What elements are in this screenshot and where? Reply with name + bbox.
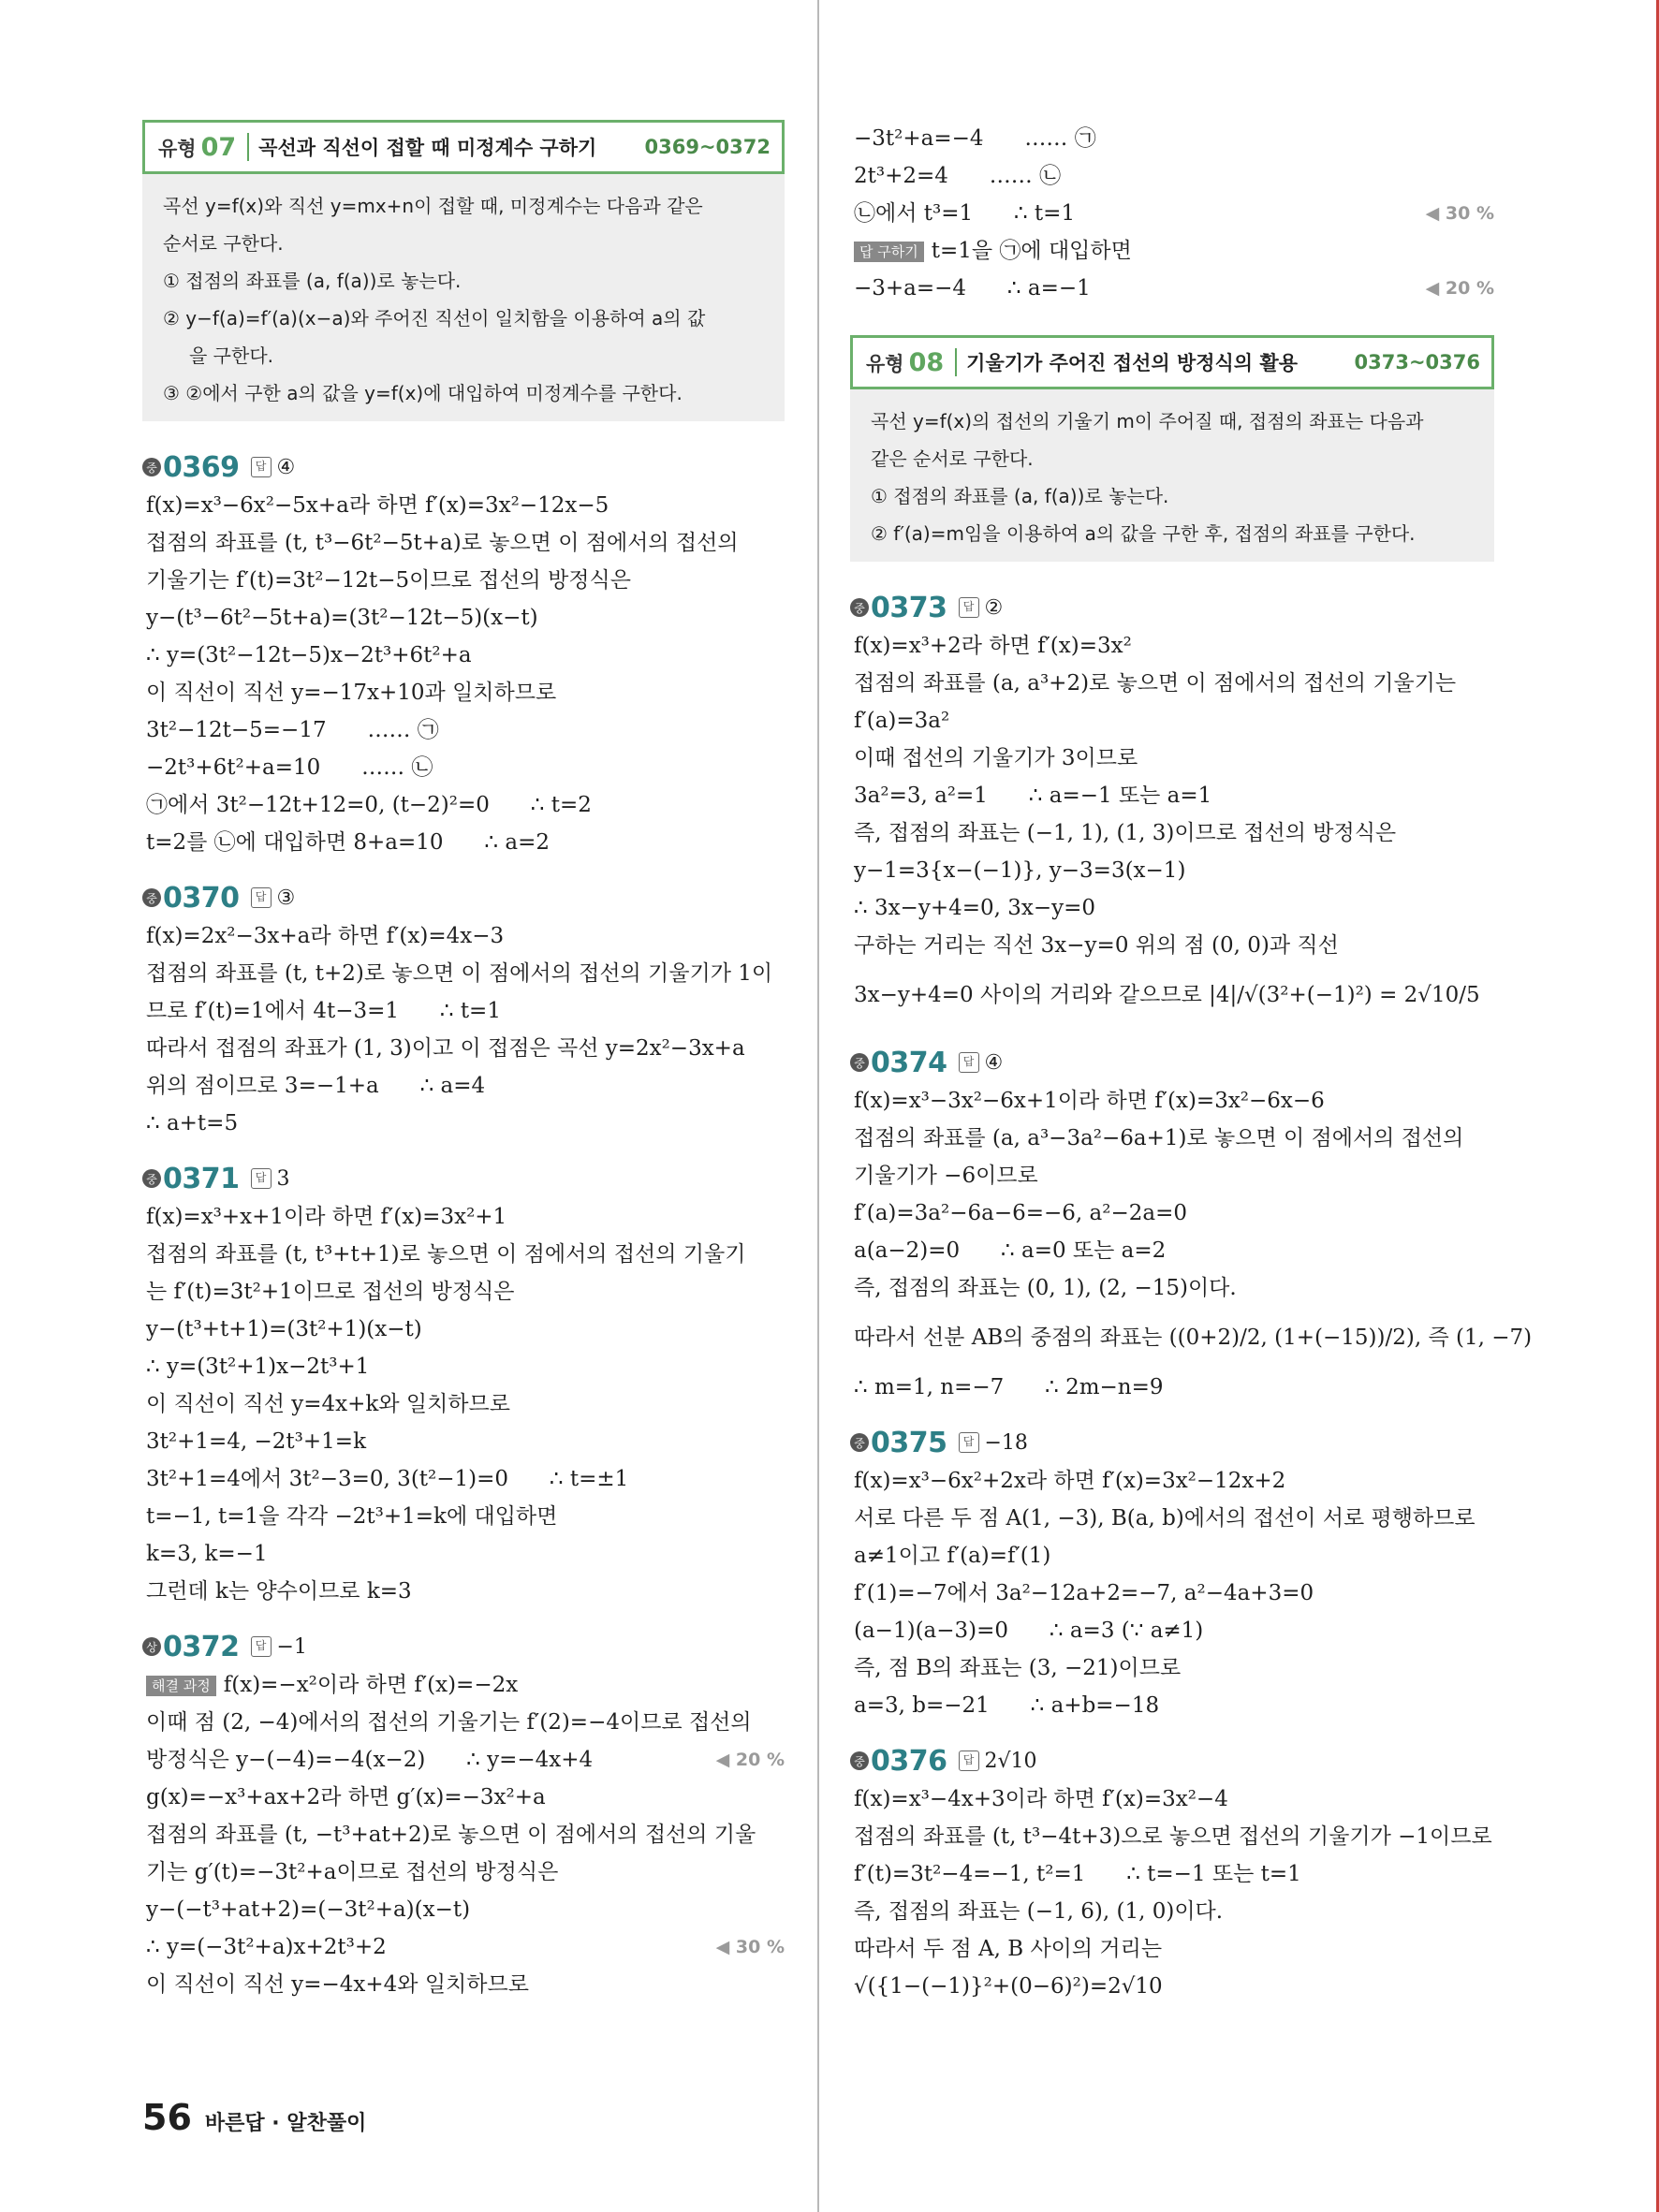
solution-line bbox=[850, 1369, 1494, 1406]
solution-line bbox=[850, 120, 1494, 157]
solution-text: 방정식은 y−(−4)=−4(x−2) ∴ y=−4x+4 bbox=[146, 1748, 594, 1772]
solution-line bbox=[142, 1816, 785, 1853]
solution-text: 접점의 좌표를 (a, a³+2)로 놓으면 이 점에서의 접선의 기울기는 bbox=[854, 671, 1457, 696]
answer-icon: 답 bbox=[959, 597, 979, 618]
problem-header bbox=[142, 878, 785, 917]
type-07-header bbox=[142, 120, 785, 174]
type-range: 0369~0372 bbox=[644, 136, 771, 158]
solution-text: −2t³+6t²+a=10 …… ㉡ bbox=[146, 755, 433, 780]
summary-line: ① 접점의 좌표를 (a, f(a))로 놓는다. bbox=[163, 270, 462, 292]
solution-line bbox=[850, 1930, 1494, 1968]
solution-line bbox=[142, 1460, 785, 1498]
solution-line bbox=[850, 1082, 1494, 1120]
solution-line bbox=[142, 992, 785, 1030]
solution-text: 즉, 접점의 좌표는 (−1, 6), (1, 0)이다. bbox=[854, 1899, 1224, 1924]
solution-text: t=2를 ㉡에 대입하면 8+a=10 ∴ a=2 bbox=[146, 830, 550, 855]
solution-line bbox=[850, 1537, 1494, 1575]
difficulty-badge: 중 bbox=[850, 1053, 869, 1072]
problem-number: 0375 bbox=[871, 1426, 947, 1459]
solution-line bbox=[850, 964, 1494, 1026]
answer-value: ② bbox=[984, 595, 1004, 620]
problem-header bbox=[142, 1627, 785, 1666]
solution-text: t=1을 ㉠에 대입하면 bbox=[931, 239, 1132, 263]
solution-line bbox=[142, 487, 785, 524]
problem-number: 0371 bbox=[163, 1162, 240, 1195]
solution-line bbox=[142, 1348, 785, 1385]
difficulty-badge: 중 bbox=[850, 1433, 869, 1452]
type-label: 유형 bbox=[866, 352, 904, 375]
solution-line bbox=[850, 702, 1494, 740]
solution-line bbox=[850, 1612, 1494, 1649]
solution-text: y−1=3{x−(−1)}, y−3=3(x−1) bbox=[854, 858, 1186, 883]
solution-text: f′(t)=3t²−4=−1, t²=1 ∴ t=−1 또는 t=1 bbox=[854, 1862, 1301, 1886]
answer-value: ③ bbox=[276, 886, 296, 910]
solution-text: f(x)=2x²−3x+a라 하면 f′(x)=4x−3 bbox=[146, 924, 505, 948]
solution-line bbox=[142, 1891, 785, 1928]
difficulty-badge: 중 bbox=[850, 598, 869, 617]
type-number: 07 bbox=[200, 132, 237, 162]
score-percent: ◀ 20 % bbox=[1425, 278, 1494, 299]
solution-line bbox=[142, 1741, 785, 1779]
solution-text: f(x)=−x²이라 하면 f′(x)=−2x bbox=[223, 1673, 519, 1697]
solution-text: a(a−2)=0 ∴ a=0 또는 a=2 bbox=[854, 1238, 1167, 1263]
type-08-header bbox=[850, 335, 1494, 389]
solution-text: 는 f′(t)=3t²+1이므로 접선의 방정식은 bbox=[146, 1280, 515, 1304]
solution-text: f(x)=x³+x+1이라 하면 f′(x)=3x²+1 bbox=[146, 1205, 507, 1229]
difficulty-badge: 중 bbox=[142, 888, 161, 907]
solution-line bbox=[850, 1855, 1494, 1893]
solution-text: 즉, 점 B의 좌표는 (3, −21)이므로 bbox=[854, 1656, 1182, 1680]
solution-line bbox=[142, 1928, 785, 1966]
solution-line bbox=[142, 1198, 785, 1236]
solution-text: g(x)=−x³+ax+2라 하면 g′(x)=−3x²+a bbox=[146, 1785, 546, 1809]
solution-line bbox=[850, 1575, 1494, 1612]
solution-text: 기는 g′(t)=−3t²+a이므로 접선의 방정식은 bbox=[146, 1860, 559, 1884]
solution-line bbox=[850, 889, 1494, 927]
type-08-summary bbox=[850, 389, 1494, 562]
solution-line bbox=[850, 195, 1494, 232]
solution-line bbox=[850, 927, 1494, 964]
type-title: 곡선과 직선이 접할 때 미정계수 구하기 bbox=[258, 137, 597, 159]
solution-text: a≠1이고 f′(a)=f′(1) bbox=[854, 1544, 1051, 1568]
answer-value: 3 bbox=[276, 1166, 290, 1191]
score-percent: ◀ 20 % bbox=[715, 1750, 785, 1770]
type-number: 08 bbox=[908, 347, 945, 377]
solution-text: 이때 접선의 기울기가 3이므로 bbox=[854, 746, 1138, 770]
solution-line bbox=[142, 674, 785, 711]
solution-text: 접점의 좌표를 (t, t³−4t+3)으로 놓으면 접선의 기울기가 −1이므로 bbox=[854, 1824, 1492, 1849]
solution-text: 즉, 접점의 좌표는 (−1, 1), (1, 3)이므로 접선의 방정식은 bbox=[854, 821, 1397, 845]
right-column bbox=[850, 120, 1533, 2005]
solution-text: ∴ y=(3t²−12t−5)x−2t³+6t²+a bbox=[146, 643, 472, 667]
solution-line bbox=[142, 1535, 785, 1573]
solution-text: a=3, b=−21 ∴ a+b=−18 bbox=[854, 1693, 1160, 1718]
solution-line bbox=[142, 711, 785, 749]
solution-line bbox=[850, 852, 1494, 889]
answer-value: ④ bbox=[984, 1050, 1004, 1075]
solution-text: 접점의 좌표를 (t, t³+t+1)로 놓으면 이 점에서의 접선의 기울기 bbox=[146, 1242, 746, 1267]
answer-icon: 답 bbox=[959, 1751, 979, 1771]
solution-line bbox=[142, 599, 785, 637]
difficulty-badge: 중 bbox=[142, 458, 161, 476]
solution-text: (a−1)(a−3)=0 ∴ a=3 (∵ a≠1) bbox=[854, 1619, 1204, 1643]
right-problems bbox=[850, 588, 1533, 2005]
problem-header bbox=[850, 1043, 1494, 1082]
solution-text: k=3, k=−1 bbox=[146, 1542, 268, 1566]
solution-line bbox=[142, 1273, 785, 1311]
type-07-summary bbox=[142, 174, 785, 421]
page-number: 56 bbox=[142, 2097, 192, 2138]
problem-number: 0372 bbox=[163, 1630, 240, 1663]
answer-icon: 답 bbox=[251, 887, 272, 908]
solution-line bbox=[142, 1704, 785, 1741]
solution-text: f(x)=x³−3x²−6x+1이라 하면 f′(x)=3x²−6x−6 bbox=[854, 1089, 1325, 1113]
problem-block bbox=[142, 447, 785, 861]
solution-line bbox=[850, 814, 1494, 852]
solution-line bbox=[850, 1780, 1494, 1818]
step-tag: 답 구하기 bbox=[854, 242, 924, 262]
solution-text: y−(t³−6t²−5t+a)=(3t²−12t−5)(x−t) bbox=[146, 606, 538, 630]
type-separator bbox=[955, 348, 957, 376]
answer-icon: 답 bbox=[251, 457, 272, 477]
solution-text: 접점의 좌표를 (t, t+2)로 놓으면 이 점에서의 접선의 기울기가 1이 bbox=[146, 961, 773, 986]
solution-text: 접점의 좌표를 (a, a³−3a²−6a+1)로 놓으면 이 점에서의 접선의 bbox=[854, 1126, 1464, 1150]
problem-block bbox=[850, 588, 1494, 1026]
solution-text: f′(1)=−7에서 3a²−12a+2=−7, a²−4a+3=0 bbox=[854, 1581, 1314, 1605]
solution-text: y−(t³+t+1)=(3t²+1)(x−t) bbox=[146, 1317, 422, 1341]
solution-text: f(x)=x³−6x²−5x+a라 하면 f′(x)=3x²−12x−5 bbox=[146, 493, 609, 518]
answer-value: −1 bbox=[276, 1634, 307, 1659]
solution-text: 접점의 좌표를 (t, t³−6t²−5t+a)로 놓으면 이 점에서의 접선의 bbox=[146, 531, 739, 555]
problem-block bbox=[850, 1741, 1494, 2005]
solution-line bbox=[850, 1232, 1494, 1269]
problem-block bbox=[142, 1159, 785, 1610]
solution-text: ∴ y=(−3t²+a)x+2t³+2 bbox=[146, 1935, 387, 1959]
problem-header bbox=[142, 447, 785, 487]
solution-line bbox=[850, 1893, 1494, 1930]
solution-text: 이 직선이 직선 y=−17x+10과 일치하므로 bbox=[146, 681, 557, 705]
solution-line bbox=[850, 1818, 1494, 1855]
solution-text: 즉, 접점의 좌표는 (0, 1), (2, −15)이다. bbox=[854, 1276, 1237, 1300]
solution-text: f′(a)=3a² bbox=[854, 709, 950, 733]
solution-line bbox=[850, 1307, 1533, 1369]
problem-header bbox=[850, 1423, 1494, 1462]
summary-line: 을 구한다. bbox=[189, 344, 273, 367]
solution-line bbox=[850, 1500, 1494, 1537]
problem-block bbox=[850, 1043, 1533, 1406]
solution-line bbox=[142, 1573, 785, 1610]
solution-text: 3t²+1=4, −2t³+1=k bbox=[146, 1429, 367, 1454]
type-range: 0373~0376 bbox=[1354, 351, 1480, 374]
solution-line bbox=[142, 1311, 785, 1348]
solution-text: 3a²=3, a²=1 ∴ a=−1 또는 a=1 bbox=[854, 784, 1212, 808]
solution-text: t=−1, t=1을 각각 −2t³+1=k에 대입하면 bbox=[146, 1504, 558, 1529]
summary-line: ① 접점의 좌표를 (a, f(a))로 놓는다. bbox=[871, 485, 1169, 507]
type-label: 유형 bbox=[158, 137, 197, 160]
problem-header bbox=[142, 1159, 785, 1198]
answer-icon: 답 bbox=[251, 1168, 272, 1189]
solution-line bbox=[850, 1120, 1494, 1157]
solution-line bbox=[142, 1030, 785, 1067]
solution-text: −3t²+a=−4 …… ㉠ bbox=[854, 126, 1096, 151]
left-column bbox=[142, 120, 785, 2003]
solution-text: 2t³+2=4 …… ㉡ bbox=[854, 164, 1062, 188]
type-separator bbox=[247, 133, 249, 161]
difficulty-badge: 상 bbox=[142, 1637, 161, 1656]
solution-text: 기울기가 −6이므로 bbox=[854, 1164, 1038, 1188]
difficulty-badge: 중 bbox=[850, 1751, 869, 1770]
solution-line bbox=[142, 786, 785, 824]
answer-icon: 답 bbox=[251, 1636, 272, 1657]
problem-block bbox=[142, 1627, 785, 2003]
solution-line bbox=[850, 270, 1494, 307]
summary-line: 순서로 구한다. bbox=[163, 232, 284, 255]
solution-text: y−(−t³+at+2)=(−3t²+a)(x−t) bbox=[146, 1897, 471, 1922]
solution-line bbox=[142, 824, 785, 861]
problem-number: 0376 bbox=[871, 1744, 947, 1778]
solution-text: ∴ a+t=5 bbox=[146, 1111, 239, 1135]
problem-block bbox=[142, 878, 785, 1142]
solution-text: ㉠에서 3t²−12t+12=0, (t−2)²=0 ∴ t=2 bbox=[146, 793, 592, 817]
solution-text: 따라서 두 점 A, B 사이의 거리는 bbox=[854, 1937, 1163, 1961]
answer-icon: 답 bbox=[959, 1052, 979, 1073]
problem-number: 0374 bbox=[871, 1046, 947, 1079]
solution-line bbox=[850, 1157, 1494, 1194]
solution-text: 서로 다른 두 점 A(1, −3), B(a, b)에서의 접선이 서로 평행하므로 bbox=[854, 1506, 1475, 1531]
solution-line bbox=[850, 665, 1494, 702]
solution-text: 3t²−12t−5=−17 …… ㉠ bbox=[146, 718, 439, 742]
solution-text: ∴ m=1, n=−7 ∴ 2m−n=9 bbox=[854, 1375, 1164, 1399]
answer-value: ④ bbox=[276, 455, 296, 479]
solution-text: 이때 점 (2, −4)에서의 접선의 기울기는 f′(2)=−4이므로 접선의 bbox=[146, 1710, 752, 1735]
problem-number: 0370 bbox=[163, 881, 240, 915]
solution-line bbox=[850, 627, 1494, 665]
step-tag: 해결 과정 bbox=[146, 1676, 216, 1696]
problem-number: 0373 bbox=[871, 591, 947, 624]
solution-text: √({1−(−1)}²+(0−6)²)=2√10 bbox=[854, 1974, 1163, 1999]
solution-text: 구하는 거리는 직선 3x−y=0 위의 점 (0, 0)과 직선 bbox=[854, 933, 1339, 958]
solution-line bbox=[142, 1779, 785, 1816]
summary-line: ③ ②에서 구한 a의 값을 y=f(x)에 대입하여 미정계수를 구한다. bbox=[163, 382, 683, 404]
solution-line bbox=[142, 917, 785, 955]
solution-text: f(x)=x³−6x²+2x라 하면 f′(x)=3x²−12x+2 bbox=[854, 1469, 1286, 1493]
difficulty-badge: 중 bbox=[142, 1169, 161, 1188]
solution-line bbox=[142, 1067, 785, 1105]
summary-line: 같은 순서로 구한다. bbox=[871, 447, 1034, 470]
solution-line bbox=[142, 1423, 785, 1460]
summary-line: 곡선 y=f(x)의 접선의 기울기 m이 주어질 때, 접점의 좌표는 다음과 bbox=[871, 410, 1424, 432]
footer-title: 바른답 · 알찬풀이 bbox=[204, 2112, 367, 2135]
solution-line bbox=[142, 637, 785, 674]
column-divider bbox=[817, 0, 819, 2212]
solution-text: 그런데 k는 양수이므로 k=3 bbox=[146, 1579, 412, 1604]
solution-text: f(x)=x³+2라 하면 f′(x)=3x² bbox=[854, 634, 1132, 658]
solution-line bbox=[142, 955, 785, 992]
answer-value: 2√10 bbox=[984, 1749, 1037, 1773]
answer-value: −18 bbox=[984, 1430, 1028, 1455]
solution-text: f(x)=x³−4x+3이라 하면 f′(x)=3x²−4 bbox=[854, 1787, 1228, 1811]
solution-line bbox=[142, 1385, 785, 1423]
left-problems bbox=[142, 447, 785, 2003]
answer-icon: 답 bbox=[959, 1432, 979, 1453]
solution-text: f′(a)=3a²−6a−6=−6, a²−2a=0 bbox=[854, 1201, 1188, 1225]
problem-block bbox=[850, 1423, 1494, 1724]
problem-number: 0369 bbox=[163, 450, 240, 484]
solution-line bbox=[850, 1194, 1494, 1232]
score-percent: ◀ 30 % bbox=[715, 1937, 785, 1957]
summary-line: 곡선 y=f(x)와 직선 y=mx+n이 접할 때, 미정계수는 다음과 같은 bbox=[163, 195, 703, 217]
solution-line bbox=[142, 524, 785, 562]
solution-line bbox=[850, 1649, 1494, 1687]
solution-line bbox=[142, 749, 785, 786]
solution-line bbox=[142, 1853, 785, 1891]
solution-line bbox=[850, 777, 1494, 814]
solution-line bbox=[850, 1462, 1494, 1500]
solution-text: 이 직선이 직선 y=−4x+4와 일치하므로 bbox=[146, 1972, 529, 1997]
solution-line bbox=[850, 232, 1494, 270]
score-percent: ◀ 30 % bbox=[1425, 203, 1494, 224]
solution-line bbox=[850, 1269, 1494, 1307]
solution-line bbox=[850, 740, 1494, 777]
solution-text: 이 직선이 직선 y=4x+k와 일치하므로 bbox=[146, 1392, 510, 1416]
problem-header bbox=[850, 588, 1494, 627]
solution-text: 접점의 좌표를 (t, −t³+at+2)로 놓으면 이 점에서의 접선의 기울 bbox=[146, 1823, 756, 1847]
summary-line: ② f′(a)=m임을 이용하여 a의 값을 구한 후, 접점의 좌표를 구한다. bbox=[871, 522, 1416, 545]
solution-line bbox=[142, 1105, 785, 1142]
solution-line bbox=[142, 1666, 785, 1704]
solution-line bbox=[142, 1498, 785, 1535]
continued-solution bbox=[850, 120, 1494, 307]
page-footer bbox=[142, 2097, 366, 2138]
solution-text: 따라서 접점의 좌표가 (1, 3)이고 이 접점은 곡선 y=2x²−3x+a bbox=[146, 1036, 745, 1061]
solution-text: 따라서 선분 AB의 중점의 좌표는 ((0+2)/2, (1+(−15))/2), 즉 (1, −7) bbox=[854, 1326, 1533, 1350]
solution-text: −3+a=−4 ∴ a=−1 bbox=[854, 276, 1091, 300]
solution-text: 므로 f′(t)=1에서 4t−3=1 ∴ t=1 bbox=[146, 999, 501, 1023]
solution-text: ∴ 3x−y+4=0, 3x−y=0 bbox=[854, 896, 1096, 920]
solution-line bbox=[850, 1968, 1494, 2005]
solution-line bbox=[850, 157, 1494, 195]
solution-text: 3t²+1=4에서 3t²−3=0, 3(t²−1)=0 ∴ t=±1 bbox=[146, 1467, 629, 1491]
problem-header bbox=[850, 1741, 1494, 1780]
solution-line bbox=[142, 562, 785, 599]
solution-line bbox=[142, 1236, 785, 1273]
solution-text: ∴ y=(3t²+1)x−2t³+1 bbox=[146, 1355, 370, 1379]
solution-line bbox=[142, 1966, 785, 2003]
solution-text: 기울기는 f′(t)=3t²−12t−5이므로 접선의 방정식은 bbox=[146, 568, 631, 593]
solution-text: ㉡에서 t³=1 ∴ t=1 bbox=[854, 201, 1076, 226]
solution-text: 3x−y+4=0 사이의 거리와 같으므로 |4|/√(3²+(−1)²) = 2√10/5 bbox=[854, 983, 1480, 1007]
type-title: 기울기가 주어진 접선의 방정식의 활용 bbox=[966, 352, 1298, 374]
solution-text: 위의 점이므로 3=−1+a ∴ a=4 bbox=[146, 1074, 486, 1098]
summary-line: ② y−f(a)=f′(a)(x−a)와 주어진 직선이 일치함을 이용하여 a의 값 bbox=[163, 307, 706, 330]
solution-line bbox=[850, 1687, 1494, 1724]
